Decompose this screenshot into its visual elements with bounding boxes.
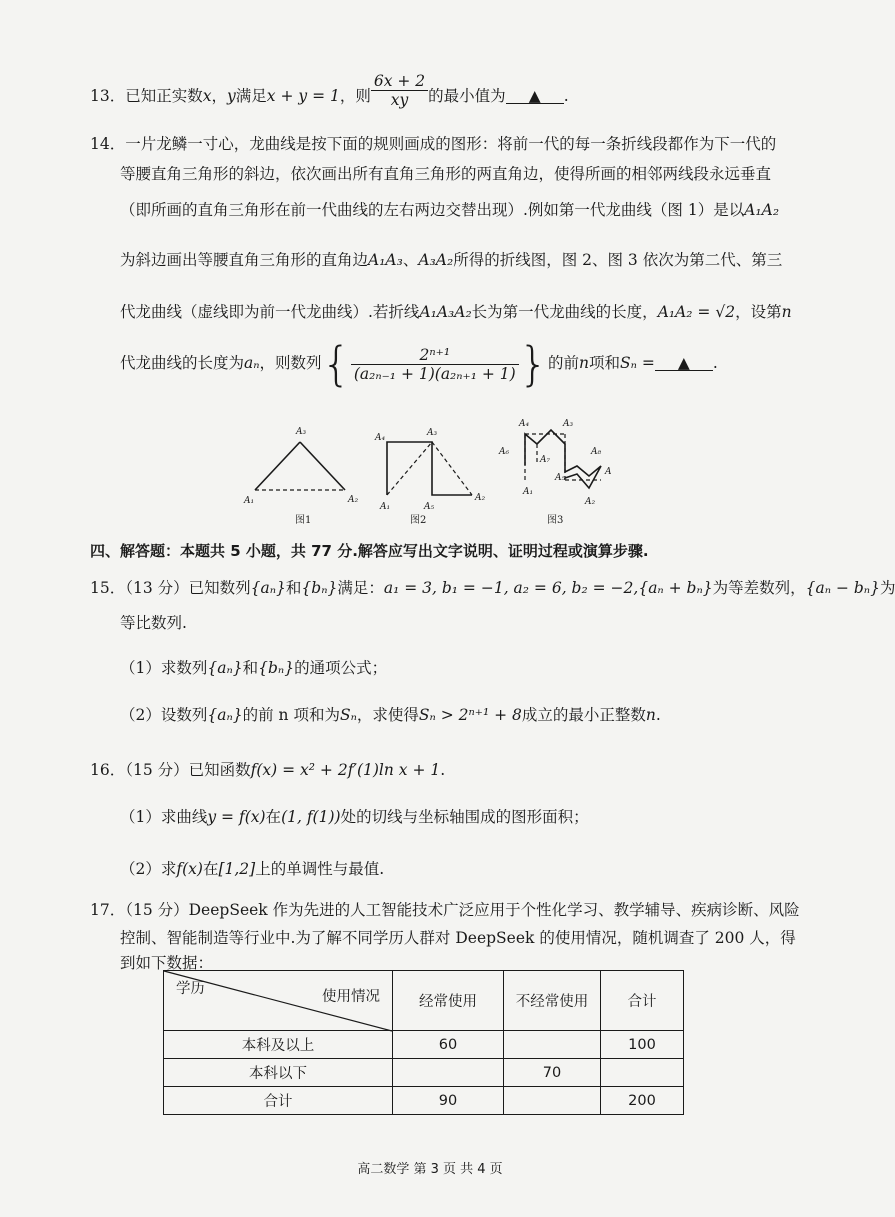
corner-left-label: 学历: [176, 981, 205, 997]
question-number: 14．: [90, 135, 126, 153]
label-a5: A₅: [555, 473, 566, 483]
question-number: 17．: [90, 901, 126, 919]
table-header-row: [164, 971, 684, 1031]
table-cell: 200: [601, 1087, 684, 1115]
question-16-line-1: 16．（15 分）已知函数f(x) = x² + 2f′(1)ln x + 1.: [90, 761, 446, 779]
question-17-line-2: 控制、智能制造等行业中.为了解不同学历人群对 DeepSeek 的使用情况，随机调查了 200 人，得: [120, 929, 796, 947]
question-15-line-1: 15．（13 分）已知数列{aₙ}和{bₙ}满足：a₁ = 3, b₁ = −1, a₂ = 6, b₂ = −2,{aₙ + bₙ}为等差数列，{aₙ − bₙ}为: [90, 579, 895, 597]
page-footer: 高二数学 第 3 页 共 4 页: [357, 1162, 503, 1177]
question-13: 13．已知正实数x，y满足x + y = 1，则 $\frac{6x + 2}{xy}$ 的最小值为 ▲ .: [90, 71, 569, 109]
question-number: 13．: [90, 87, 126, 105]
table-cell: [504, 1087, 601, 1115]
question-17-line-1: 17．（15 分）DeepSeek 作为先进的人工智能技术广泛应用于个性化学习、教学辅导、疾病诊断、风险: [90, 901, 800, 919]
question-16-part-2: （2）求f(x)在[1,2]上的单调性与最值.: [120, 860, 385, 878]
answer-blank: ▲: [506, 89, 564, 104]
question-14-line-6: 代龙曲线的长度为aₙ，则数列{ $\frac{\text{2ⁿ⁺¹}}{\text{(a₂ₙ₋₁ + 1)(a₂ₙ₊₁ + 1)}}$ }的前n项和Sₙ = ▲ .: [120, 337, 718, 391]
column-header: 合计: [601, 971, 684, 1031]
label-a3: A₃: [563, 419, 574, 429]
label-a7: A₇: [540, 455, 551, 465]
label-a1: A₁: [523, 487, 534, 497]
figure-3: [495, 410, 625, 530]
fraction: $\frac{6x + 2}{xy}$: [371, 72, 428, 109]
question-14-line-1: 14．一片龙鳞一寸心，龙曲线是按下面的规则画成的图形：将前一代的每一条折线段都作为下一代的: [90, 135, 777, 153]
label-a4: A₄: [519, 419, 530, 429]
question-number: 15．: [90, 579, 126, 597]
label-a: A: [605, 467, 612, 477]
column-header: 不经常使用: [504, 971, 601, 1031]
table-row: [164, 1087, 684, 1115]
survey-table: [163, 970, 684, 1115]
label-a2: A₂: [348, 495, 359, 505]
figure-2: [372, 420, 492, 530]
left-brace: {: [321, 337, 351, 391]
right-brace: }: [518, 337, 548, 391]
label-a8: A₈: [591, 447, 602, 457]
table-row: [164, 1031, 684, 1059]
table-cell: [393, 1059, 504, 1087]
corner-right-label: 使用情况: [322, 989, 380, 1005]
label-a1: A₁: [244, 496, 255, 506]
table-cell: 70: [504, 1059, 601, 1087]
question-15-part-1: （1）求数列{aₙ}和{bₙ}的通项公式；: [120, 659, 388, 677]
label-a4: A₄: [375, 433, 386, 443]
question-number: 16．: [90, 761, 126, 779]
label-a2: A₂: [585, 497, 596, 507]
label-a2: A₂: [475, 493, 486, 503]
figure-caption: 图2: [410, 515, 427, 526]
table-cell: [504, 1031, 601, 1059]
question-14-line-2: 等腰直角三角形的斜边，依次画出所有直角三角形的两直角边，使得所画的相邻两线段永远垂直: [120, 165, 772, 183]
table-cell: 100: [601, 1031, 684, 1059]
corner-cell: [164, 971, 393, 1031]
label-a5: A₅: [424, 502, 435, 512]
figure-1: [240, 420, 365, 530]
question-14-line-5: 代龙曲线（虚线即为前一代龙曲线）.若折线A₁A₃A₂长为第一代龙曲线的长度，A₁A₂ = √2，设第n: [120, 303, 792, 321]
question-15-part-2: （2）设数列{aₙ}的前 n 项和为Sₙ，求使得Sₙ > 2ⁿ⁺¹ + 8成立的最小正整数n.: [120, 706, 661, 724]
label-a3: A₃: [427, 428, 438, 438]
table-row: [164, 1059, 684, 1087]
question-15-line-2: 等比数列.: [120, 614, 187, 632]
figure-caption: 图3: [547, 515, 564, 526]
table-cell: [601, 1059, 684, 1087]
row-label: 本科及以上: [164, 1031, 393, 1059]
question-14-line-3: （即所画的直角三角形在前一代曲线的左右两边交替出现）.例如第一代龙曲线（图 1）是以A₁A₂: [120, 201, 780, 219]
section-heading: 四、解答题：本题共 5 小题，共 77 分.解答应写出文字说明、证明过程或演算步骤.: [90, 542, 649, 560]
label-a6: A₆: [499, 447, 510, 457]
figure-caption: 图1: [295, 515, 312, 526]
question-17-line-3: 到如下数据：: [120, 954, 214, 972]
row-label: 合计: [164, 1087, 393, 1115]
column-header: 经常使用: [393, 971, 504, 1031]
row-label: 本科以下: [164, 1059, 393, 1087]
table-cell: 90: [393, 1087, 504, 1115]
question-14-line-4: 为斜边画出等腰直角三角形的直角边A₁A₃、A₃A₂所得的折线图，图 2、图 3 依次为第二代、第三: [120, 251, 783, 269]
table-cell: 60: [393, 1031, 504, 1059]
label-a1: A₁: [380, 502, 391, 512]
function-definition: f(x) = x² + 2f′(1)ln x + 1: [250, 761, 441, 779]
question-16-part-1: （1）求曲线y = f(x)在(1, f(1))处的切线与坐标轴围成的图形面积；: [120, 808, 589, 826]
label-a3: A₃: [296, 427, 307, 437]
answer-blank: ▲: [655, 356, 713, 371]
sequence-fraction: $\frac{\text{2ⁿ⁺¹}}{\text{(a₂ₙ₋₁ + 1)(a₂ₙ₊₁ + 1)}}$: [351, 346, 519, 383]
condition: x + y = 1: [266, 87, 340, 105]
